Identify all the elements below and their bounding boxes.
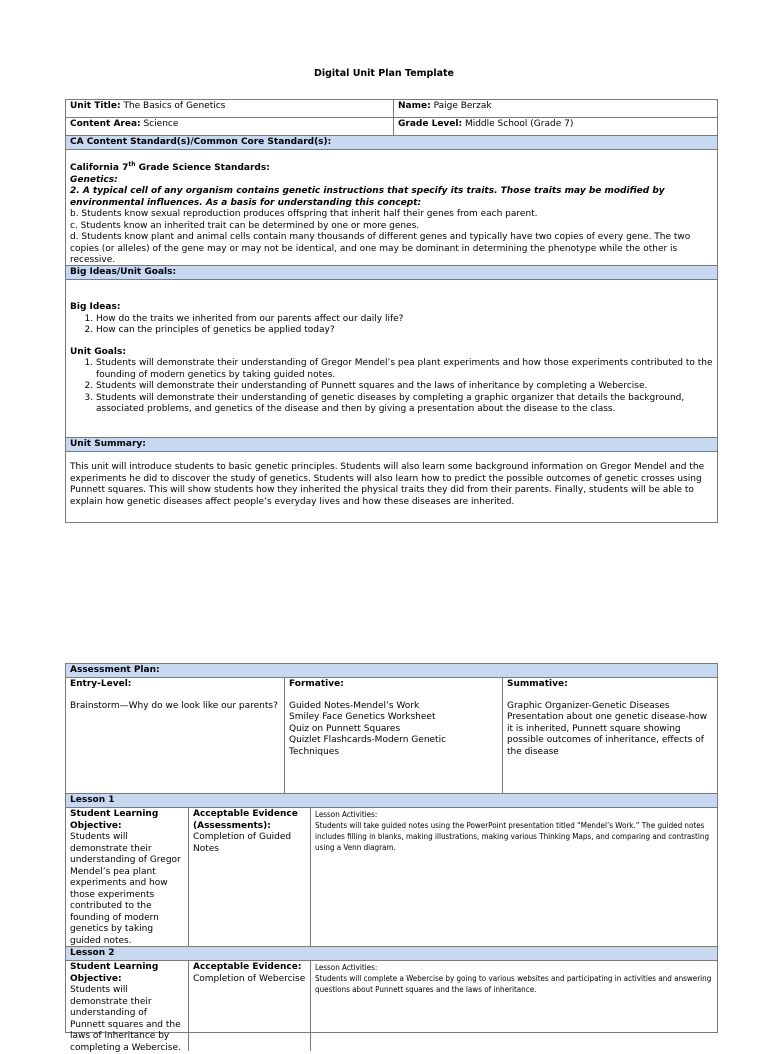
name-cell (393, 100, 717, 117)
lesson-2-activities-cell (310, 961, 717, 1051)
lesson-1-activities-cell (310, 808, 717, 946)
content-area-value: Science (143, 119, 179, 129)
standards-section (66, 150, 717, 266)
standard-b: b. Students know sexual reproduction produces offspring that inherit half their genes from each parent. (70, 209, 538, 219)
summative-text: Graphic Organizer-Genetic Diseases Presentation about one genetic disease-how it is inherited, Punnett square showing possible outcomes of inheritance, effects of the disease (507, 700, 708, 757)
lesson-1-row (66, 808, 717, 947)
assessment-table (65, 663, 718, 1053)
lesson-1-objective-cell (66, 808, 188, 946)
unit-title-row (66, 100, 717, 118)
entry-level-label: Entry-Level: (70, 679, 132, 689)
standards-concept: 2. A typical cell of any organism contains genetic instructions that specify its traits. Those traits may be modified by environmental influences. As a basis for understanding this concept: (70, 186, 665, 208)
assessment-row (66, 678, 717, 794)
content-area-row (66, 118, 717, 136)
objective-label: Student Learning Objective: (70, 809, 159, 831)
name-label: Name: (398, 101, 431, 111)
grade-level-label: Grade Level: (398, 119, 463, 129)
unit-title-value: The Basics of Genetics (123, 101, 226, 111)
evidence-label: Acceptable Evidence (Assessments): (193, 809, 298, 831)
summative-label: Summative: (507, 679, 568, 689)
big-ideas-heading: Big Ideas: (70, 302, 121, 312)
formative-label: Formative: (289, 679, 344, 689)
unit-goal-item: 1. Students will demonstrate their understanding of Gregor Mendel’s pea plant experiments and how those experiments contributed to the founding of modern genetics by taking guided notes. (96, 358, 713, 381)
standards-band: CA Content Standard(s)/Common Core Standard(s): (66, 136, 717, 150)
unit-goals-list (70, 358, 713, 416)
lesson-2-band: Lesson 2 (66, 947, 717, 961)
content-area-label: Content Area: (70, 119, 141, 129)
lesson-1-band: Lesson 1 (66, 794, 717, 808)
unit-summary-band: Unit Summary: (66, 438, 717, 452)
unit-title-cell (66, 100, 393, 117)
unit-goals-heading: Unit Goals: (70, 346, 126, 357)
activities-label: Lesson Activities: (315, 810, 378, 819)
unit-goal-item: 2. Students will demonstrate their understanding of Punnett squares and the laws of inheritance by completing a Webercise. (96, 381, 713, 393)
standards-heading: California 7th Grade Science Standards: (70, 161, 270, 173)
entry-level-cell (66, 678, 284, 793)
lesson-1-evidence-cell (188, 808, 310, 946)
document-title: Digital Unit Plan Template (313, 68, 454, 79)
big-ideas-band: Big Ideas/Unit Goals: (66, 266, 717, 280)
evidence-label: Acceptable Evidence: (193, 962, 302, 972)
summative-cell (502, 678, 717, 793)
activities-text: Students will complete a Webercise by going to various websites and participating in activities and answering questions about Punnett squares and the laws of inheritance. (315, 974, 712, 994)
big-ideas-section (66, 280, 717, 438)
objective-text: Students will demonstrate their understanding of Punnett squares and the laws of inheritance by completing a Webercise. (70, 985, 181, 1053)
big-idea-item: 2. How can the principles of genetics be applied today? (96, 325, 713, 337)
lesson-2-evidence-cell (188, 961, 310, 1051)
name-value: Paige Berzak (433, 101, 492, 111)
unit-title-label: Unit Title: (70, 101, 121, 111)
standard-d: d. Students know plant and animal cells contain many thousands of different genes and typically have two copies of every gene. The two copies (or alleles) of the gene may or may not be identical, and one may be dominant in determining the phenotype while the other is recessive. (70, 232, 691, 265)
objective-label: Student Learning Objective: (70, 962, 159, 984)
evidence-text: Completion of Webercise (193, 973, 306, 984)
formative-item: Smiley Face Genetics Worksheet (289, 712, 436, 722)
entry-level-text: Brainstorm—Why do we look like our parents? (70, 700, 278, 711)
lesson-2-row (66, 961, 717, 1051)
content-area-cell (66, 118, 393, 135)
activities-text: Students will take guided notes using the PowerPoint presentation titled “Mendel’s Work.” The guided notes includes filling in blanks, making illustrations, making various Thinking Maps, and comparing and contrasting using a Venn diagram. (315, 821, 710, 852)
formative-cell (284, 678, 502, 793)
activities-label: Lesson Activities: (315, 963, 378, 972)
unit-summary-text: This unit will introduce students to basic genetic principles. Students will also learn some background information on Gregor Mendel and the experiments he did to discover the study of genetics. Students will also learn how to predict the possible outcomes of genetic crosses using Punnett squares. This will show students how they inherited the physical traits they did from their parents. Finally, students will be able to explain how genetic diseases affect people’s everyday lives and how these diseases are inherited. (70, 462, 705, 507)
assessment-band: Assessment Plan: (66, 664, 717, 678)
evidence-text: Completion of Guided Notes (193, 832, 292, 854)
formative-item: Quizlet Flashcards-Modern Genetic Techniques (289, 735, 447, 757)
grade-level-cell (393, 118, 717, 135)
unit-summary-section (66, 452, 717, 522)
lesson-2-objective-cell (66, 961, 188, 1051)
grade-level-value: Middle School (Grade 7) (464, 119, 574, 129)
formative-item: Quiz on Punnett Squares (289, 723, 401, 734)
big-idea-item: 1. How do the traits we inherited from our parents affect our daily life? (96, 314, 713, 326)
unit-plan-table (65, 99, 718, 523)
standard-c: c. Students know an inherited trait can be determined by one or more genes. (70, 220, 420, 231)
objective-text: Students will demonstrate their understanding of Gregor Mendel’s pea plant experiments and how those experiments contributed to the founding of modern genetics by taking guided notes. (70, 832, 181, 946)
unit-goal-item: 3. Students will demonstrate their understanding of genetic diseases by completing a graphic organizer that details the background, associated problems, and genetics of the disease and then by giving a presentation about the disease to the class. (96, 393, 713, 416)
big-ideas-list (70, 314, 713, 337)
formative-item: Guided Notes-Mendel’s Work (289, 700, 420, 711)
standards-subheading: Genetics: (70, 174, 118, 185)
